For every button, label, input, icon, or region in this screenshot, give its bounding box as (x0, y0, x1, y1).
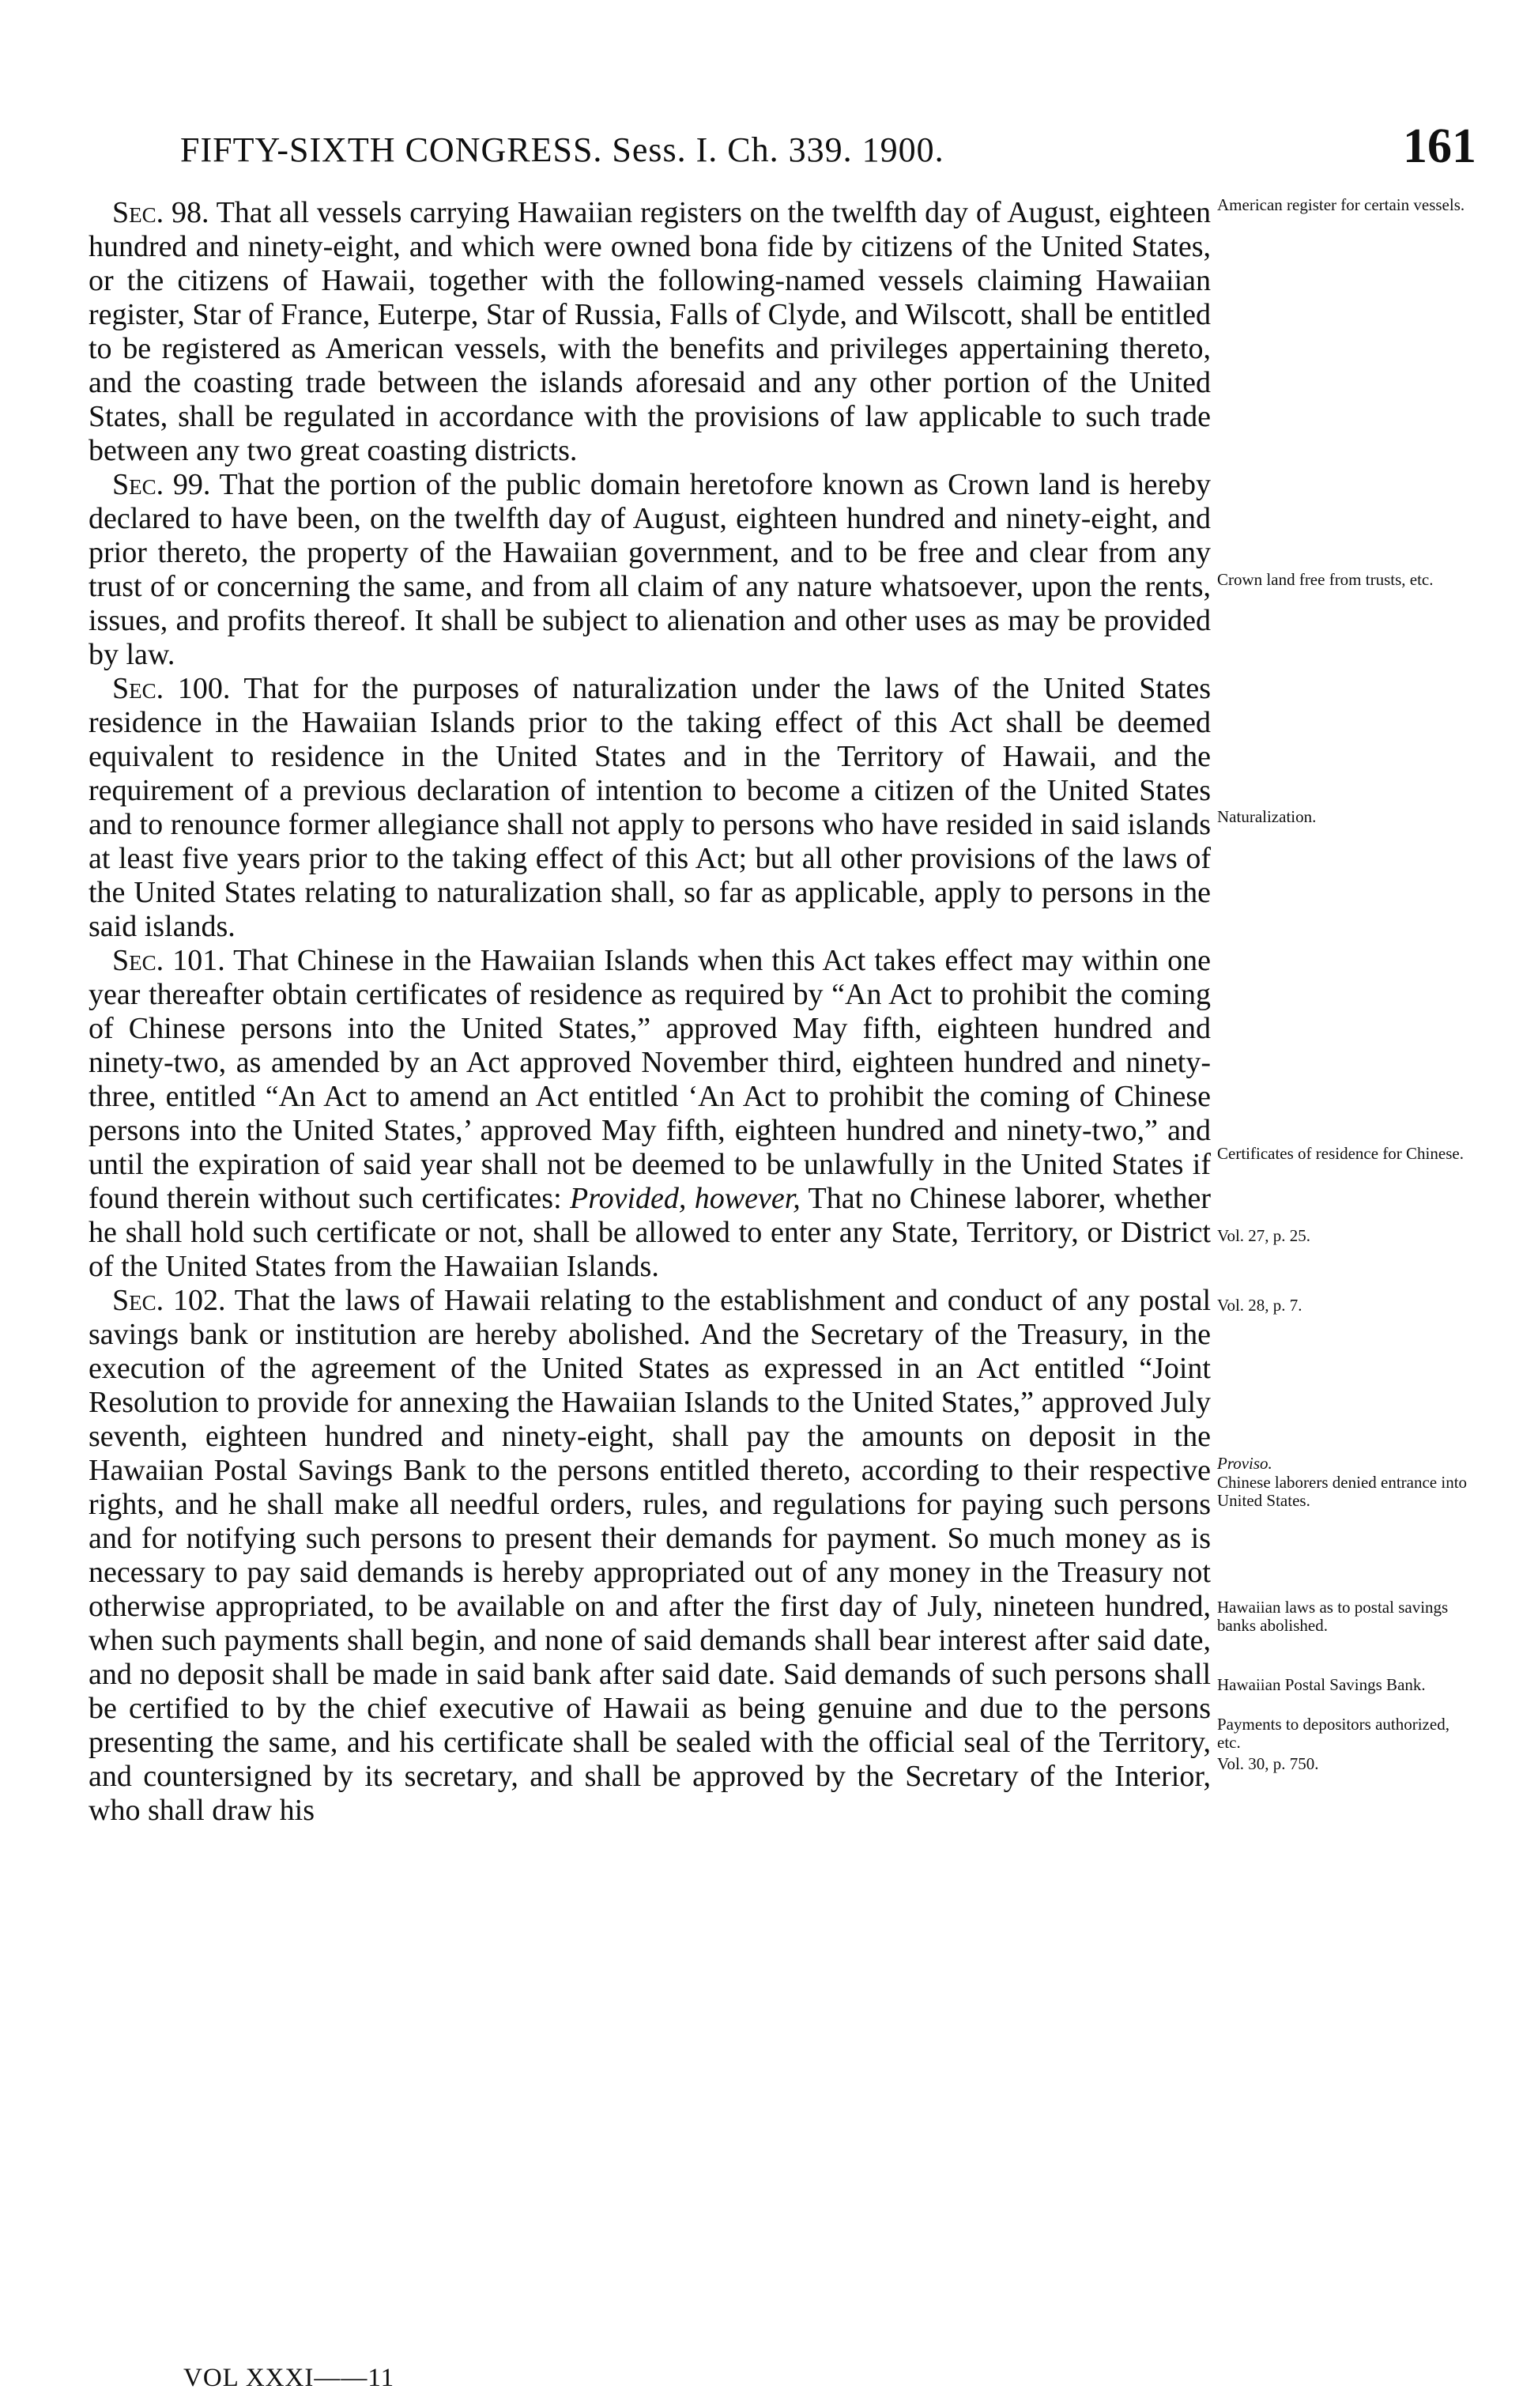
section-text: That the portion of the public domain heretofore known as Crown land is hereby declared to have been, on the twelfth day of August, eighteen hundred and ninety-eight, and prior thereto, the property of the Hawaiian government, and to be free and clear from any trust of or concerning the same, and from all claim of any nature whatsoever, upon the rents, issues, and profits thereof. It shall be subject to alienation and other uses as may be provided by law. (89, 468, 1212, 671)
section-label: Sec. 98. (112, 196, 209, 229)
section-text: That for the purposes of naturalization under the laws of the United States residence in the Hawaiian Islands prior to the taking effect of this Act shall be deemed equivalent to residence in the United States and in the Territory of Hawaii, and the requirement of a previous declaration of intention to become a citizen of the United States and to renounce former allegiance shall not apply to persons who have resided in said islands at least five years prior to the taking effect of this Act; but all other provisions of the laws of the United States relating to naturalization shall, so far as applicable, apply to persons in the said islands. (89, 672, 1212, 943)
margin-note-certificates: Certificates of residence for Chinese. (1217, 1144, 1464, 1163)
body-text (89, 196, 1211, 1828)
section-text: That all vessels carrying Hawaiian registers on the twelfth day of August, eighteen hundred and ninety-eight, and which were owned bona fide by citizens of the United States, or the citizens of Hawaii, together with the following-named vessels claiming Hawaiian register, Star of France, Euterpe, Star of Russia, Falls of Clyde, and Wilscott, shall be entitled to be registered as American vessels, with the benefits and privileges appertaining thereto, and the coasting trade between the islands aforesaid and any other portion of the United States, shall be regulated in accordance with the provisions of law applicable to such trade between any two great coasting districts. (89, 196, 1212, 467)
margin-note-naturalization: Naturalization. (1217, 807, 1317, 826)
margin-note-american-register: American register for certain vessels. (1217, 195, 1465, 214)
section-text: That the laws of Hawaii relating to the establishment and conduct of any postal savings bank or institution are hereby abolished. And the Secretary of the Treasury, in the execution of the agreement of the United States as expressed in an Act entitled “Joint Resolution to provide for annexing the Hawaiian Islands to the United States,” approved July seventh, eighteen hundred and ninety-eight, shall pay the amounts on deposit in the Hawaiian Postal Savings Bank to the persons entitled thereto, according to their respective rights, and he shall make all needful orders, rules, and regulations for paying such persons and for notifying such persons to present their demands for payment. So much money as is necessary to pay said demands is hereby appropriated out of any money in the Treasury not otherwise appropriated, to be available on and after the first day of July, nineteen hundred, when such payments shall begin, and none of said demands shall bear interest after said date, and no deposit shall be made in said bank after said date. Said demands of such persons shall be certified to by the chief executive of Hawaii as being genuine and due to the persons presenting the same, and his certificate shall be sealed with the official seal of the Territory, and countersigned by its secretary, and shall be approved by the Secretary of the Interior, who shall draw his (89, 1284, 1211, 1827)
section-label: Sec. 101. (112, 944, 225, 977)
section-label: Sec. 99. (112, 468, 211, 501)
running-head: FIFTY-SIXTH CONGRESS. Sess. I. Ch. 339. 1900. (180, 130, 944, 169)
section-99 (89, 468, 1211, 672)
section-100 (89, 672, 1211, 944)
section-label: Sec. 100. (112, 672, 231, 705)
section-text-continued: That no Chinese laborer, whether he shall hold such certificate or not, shall be allowed to enter any State, Territory, or District of the United States from the Hawaiian Islands. (89, 1182, 1211, 1283)
margin-note-payments: Payments to depositors authorized, etc. (1217, 1715, 1449, 1752)
margin-note-vol30: Vol. 30, p. 750. (1217, 1754, 1319, 1773)
section-101 (89, 944, 1211, 1284)
section-text: That Chinese in the Hawaiian Islands when this Act takes effect may within one year thereafter obtain certificates of residence as required by “An Act to prohibit the coming of Chinese persons into the United States,” approved May fifth, eighteen hundred and ninety-two, as amended by an Act approved November third, eighteen hundred and ninety-three, entitled “An Act to amend an Act entitled ‘An Act to prohibit the coming of Chinese persons into the United States,’ approved May fifth, eighteen hundred and ninety-two,” and until the expiration of said year shall not be deemed to be unlawfully in the United States if found therein without such certificates: (89, 944, 1212, 1215)
margin-note-crown-land: Crown land free from trusts, etc. (1217, 570, 1434, 589)
margin-note-vol27: Vol. 27, p. 25. (1217, 1226, 1311, 1245)
section-102 (89, 1284, 1211, 1828)
margin-note-postal-laws: Hawaiian laws as to postal savings banks abolished. (1217, 1598, 1449, 1635)
margin-note-proviso: Proviso. (1217, 1454, 1272, 1473)
page-number: 161 (1403, 119, 1476, 173)
section-98 (89, 196, 1211, 468)
section-label: Sec. 102. (112, 1284, 226, 1317)
margin-note-chinese-laborers: Chinese laborers denied entrance into United States. (1217, 1473, 1468, 1510)
margin-note-postal-bank: Hawaiian Postal Savings Bank. (1217, 1675, 1426, 1694)
margin-note-vol28: Vol. 28, p. 7. (1217, 1296, 1302, 1315)
page-header (180, 119, 1476, 182)
proviso-italic: Provided, however, (570, 1182, 801, 1215)
signature-mark: VOL XXXI——11 (183, 2364, 395, 2392)
